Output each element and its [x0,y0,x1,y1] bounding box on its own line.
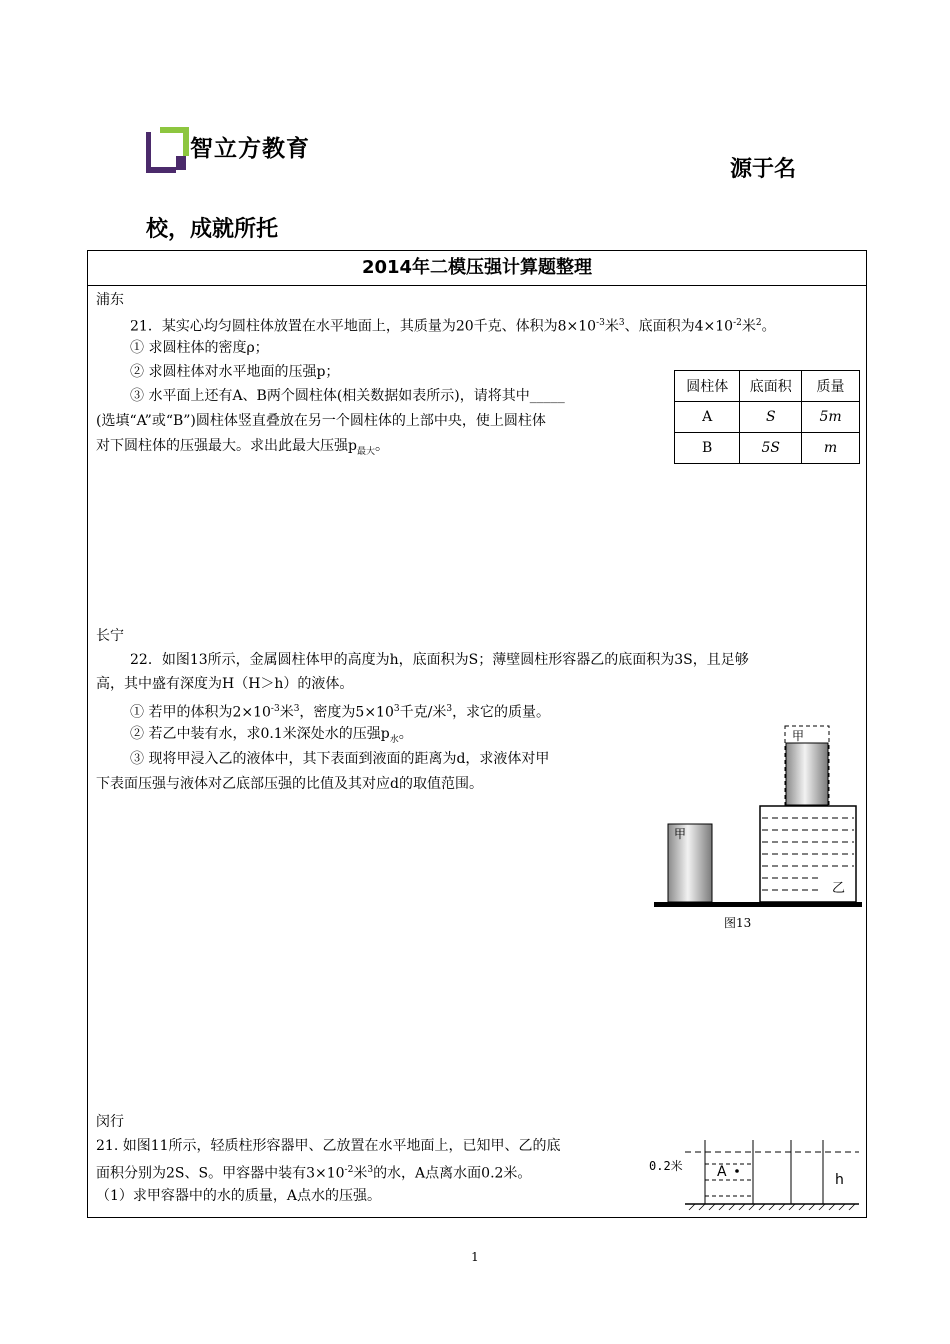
table-header-cell: 底面积 [740,371,802,402]
pudong-q1: ① 求圆柱体的密度ρ； [130,340,269,356]
figure-11-diagram [645,1140,865,1212]
pudong-stem: 21．某实心均匀圆柱体放置在水平地面上，其质量为20千克、体积为$8\times 10^{-3}$米$^3$、底面积为$4\times 10^{-2}$米$^2$。 [130,318,776,335]
changning-q1: ① 若甲的体积为$2\times 10^{-3}$米$^3$，密度为$5\times 10^3$千克/米$^3$，求它的质量。 [130,704,551,721]
pudong-q2: ② 求圆柱体对水平地面的压强p； [130,364,340,380]
section-label-pudong: 浦东 [96,292,124,308]
table-row [675,402,860,433]
section-label-changning: 长宁 [96,628,124,644]
figure-13-caption: 图13 [724,916,752,930]
table-cell: m [802,433,860,464]
figure-13-diagram [650,718,866,918]
figure-label-jia-top: 甲 [792,729,805,743]
section-label-minhang: 闵行 [96,1114,124,1130]
changning-q3-line1: ③ 现将甲浸入乙的液体中，其下表面到液面的距离为d，求液体对甲 [130,751,550,767]
table-header-cell: 圆柱体 [675,371,740,402]
slogan-part-1: 源于名 [730,157,797,182]
figure-label-jia-left: 甲 [674,827,687,841]
figure-label-yi: 乙 [832,881,846,896]
figure-11-depth-label: 0.2米 [649,1159,683,1173]
table-cell: 5S [740,433,802,464]
changning-line2: 高，其中盛有深度为H（H＞h）的液体。 [96,676,354,692]
pudong-q3-line3: 对下圆柱体的压强最大。求出此最大压强$p_{最大}$。 [96,438,389,457]
pudong-q3-line2: (选填“A”或“B”)圆柱体竖直叠放在另一个圆柱体的上部中央，使上圆柱体 [96,413,546,429]
minhang-line3: （1）求甲容器中的水的质量，A点水的压强。 [96,1188,382,1204]
minhang-line1: 21. 如图11所示，轻质柱形容器甲、乙放置在水平地面上，已知甲、乙的底 [96,1138,561,1154]
table-header-cell: 质量 [802,371,860,402]
table-cell: A [675,402,740,433]
page-number: 1 [471,1250,479,1264]
table-cell: B [675,433,740,464]
table-row [675,433,860,464]
figure-11-h-label: h [835,1172,844,1188]
slogan-part-2: 校，成就所托 [146,217,279,242]
minhang-line2: 面积分别为2S、S。甲容器中装有$3\times 10^{-2}$米$^3$的水，A点离水面0.2米。 [96,1165,532,1182]
changning-line1: 22．如图13所示，金属圆柱体甲的高度为h，底面积为S；薄壁圆柱形容器乙的底面积为3S，且足够 [130,652,749,668]
brand-name: 智立方教育 [190,136,310,162]
table-cell: S [740,402,802,433]
cylinder-data-table [674,370,860,464]
pudong-q3-line1: ③ 水平面上还有A、B两个圆柱体(相关数据如表所示)，请将其中_____ [130,388,565,404]
table-header-row [675,371,860,402]
figure-11-point-a-label: A [717,1164,727,1180]
changning-q2: ② 若乙中装有水，求0.1米深处水的压强$p_水$。 [130,726,413,745]
table-cell: 5m [802,402,860,433]
page-title: 2014年二模压强计算题整理 [87,250,867,286]
changning-q3-line2: 下表面压强与液体对乙底部压强的比值及其对应d的取值范围。 [96,776,483,792]
